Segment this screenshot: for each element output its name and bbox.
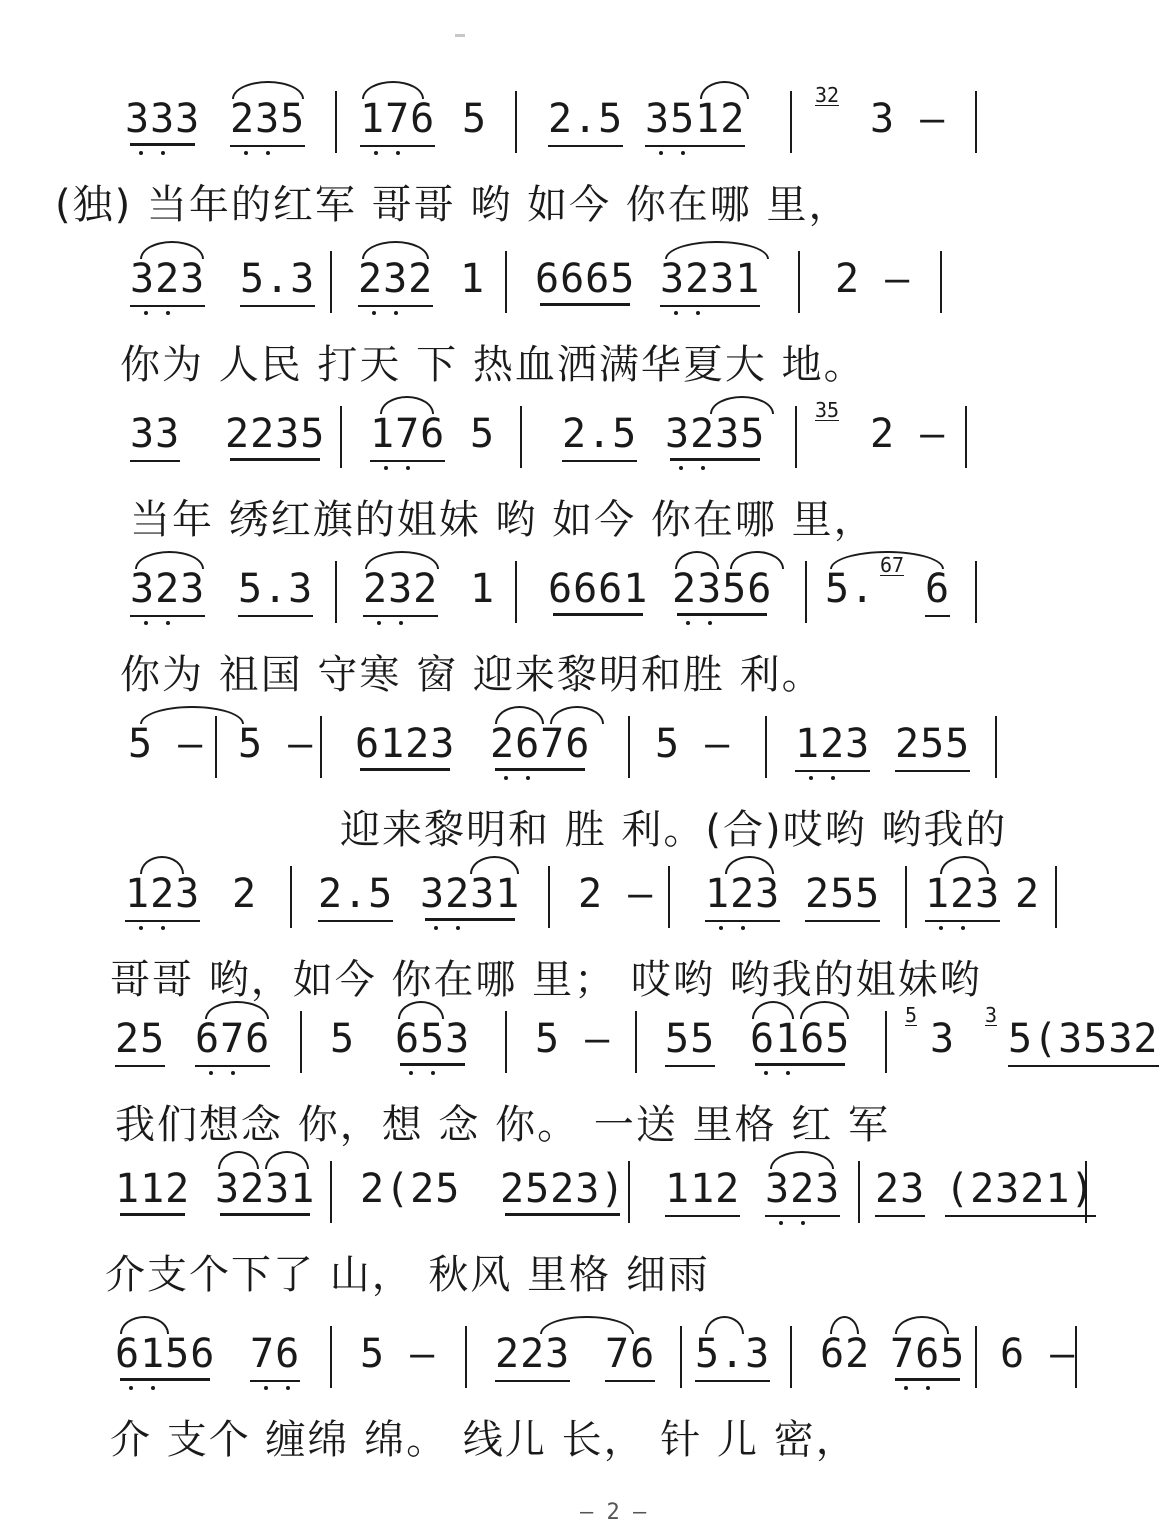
octave-dot — [144, 621, 148, 625]
slur-arc — [398, 1001, 444, 1019]
bar-line — [680, 1326, 682, 1388]
scan-speck — [455, 34, 465, 37]
octave-dot — [406, 466, 410, 470]
note-group: 765 — [890, 1331, 966, 1377]
bar-line — [975, 1326, 977, 1388]
note-group: 6165 — [750, 1016, 851, 1062]
octave-dot — [926, 1386, 930, 1390]
bar-line — [1075, 1326, 1077, 1388]
octave-dot — [939, 926, 943, 930]
octave-dot — [701, 466, 705, 470]
note-group: 5 — — [128, 721, 204, 767]
bar-line — [975, 91, 977, 153]
note-group: 112 — [665, 1165, 740, 1217]
octave-dot — [696, 311, 700, 315]
slur-arc — [800, 1001, 849, 1019]
slur-arc — [675, 551, 719, 569]
bar-line — [330, 251, 332, 313]
note-group: 2676 — [490, 721, 591, 767]
note-group: 5.3 — [238, 565, 313, 617]
note-group: 5 — [470, 411, 496, 457]
note-group: 5 — — [360, 1331, 436, 1377]
bar-line — [330, 1326, 332, 1388]
note-group: 323 — [765, 1165, 840, 1217]
grace-note-text: 35 — [815, 398, 840, 422]
bar-line — [335, 91, 337, 153]
bar-line — [795, 406, 797, 468]
note-group: 676 — [195, 1015, 270, 1067]
note-group: 323 — [130, 255, 205, 307]
slur-arc — [940, 856, 989, 874]
bar-line — [858, 1161, 860, 1223]
note-group: 653 — [395, 1016, 471, 1062]
note-group: 2 — [1015, 871, 1041, 917]
octave-dot — [679, 466, 683, 470]
slur-arc — [362, 241, 429, 259]
note-group: 6123 — [355, 721, 456, 767]
slur-arc — [265, 1151, 309, 1169]
slur-arc — [770, 1151, 834, 1169]
slur-arc — [218, 1151, 259, 1169]
bar-line — [975, 561, 977, 623]
octave-dot — [266, 151, 270, 155]
lyric-line: 你为 人民 打天 下 热血洒满华夏大 地。 — [120, 342, 866, 388]
note-group: 232 — [358, 255, 433, 307]
octave-dot — [961, 926, 965, 930]
slur-arc — [380, 396, 434, 414]
octave-dot — [831, 776, 835, 780]
slur-arc — [550, 706, 604, 724]
note-group: 25 — [115, 1015, 165, 1067]
bar-line — [790, 1326, 792, 1388]
note-group: 6 — [925, 565, 950, 617]
octave-dot — [686, 621, 690, 625]
lyric-line: 迎来黎明和 胜 利。(合)哎哟 哟我的 — [340, 807, 1008, 853]
slur-arc — [830, 1316, 859, 1334]
slur-arc — [365, 551, 439, 569]
slur-arc — [705, 1316, 744, 1334]
lyric-line: 你为 祖国 守寒 窗 迎来黎明和胜 利。 — [120, 652, 824, 698]
octave-dot — [384, 466, 388, 470]
octave-dot — [394, 311, 398, 315]
bar-line — [905, 866, 907, 928]
bar-line — [635, 1011, 637, 1073]
bar-line — [300, 1011, 302, 1073]
note-group: 123 — [925, 870, 1000, 922]
grace-note — [815, 400, 839, 421]
note-group: 3231 — [215, 1166, 316, 1212]
bar-line — [320, 716, 322, 778]
octave-dot — [719, 926, 723, 930]
bar-line — [790, 91, 792, 153]
bar-line — [1055, 866, 1057, 928]
note-group: 5 — [330, 1016, 356, 1062]
bar-line — [668, 866, 670, 928]
note-group: 123 — [705, 870, 780, 922]
slur-arc — [135, 551, 204, 569]
note-group: 323 — [130, 565, 205, 617]
octave-dot — [396, 151, 400, 155]
bar-line — [215, 716, 217, 778]
bar-line — [515, 91, 517, 153]
note-group: 5 — [462, 96, 488, 142]
octave-dot — [504, 776, 508, 780]
note-group: 232 — [363, 565, 438, 617]
grace-note — [985, 1005, 997, 1026]
octave-dot — [264, 1386, 268, 1390]
grace-note — [905, 1005, 917, 1026]
grace-note-text: 32 — [815, 83, 840, 107]
note-group: 5 — — [655, 721, 731, 767]
grace-note — [815, 85, 839, 106]
page-number: — 2 — — [580, 1500, 647, 1525]
octave-dot — [409, 1071, 413, 1075]
note-group: (2321) — [945, 1165, 1096, 1217]
lyric-line: 介 支个 缠绵 绵。 线儿 长， 针 儿 密， — [110, 1417, 858, 1463]
note-group: 1 — [460, 256, 486, 302]
bar-line — [465, 1326, 467, 1388]
note-group: 5. — [825, 566, 876, 612]
octave-dot — [166, 621, 170, 625]
note-group: 76 — [605, 1330, 655, 1382]
note-group: 2 — — [578, 871, 654, 917]
bar-line — [940, 251, 942, 313]
bar-line — [995, 716, 997, 778]
note-group: 3 — — [870, 96, 946, 142]
octave-dot — [681, 151, 685, 155]
note-group: 255 — [895, 720, 970, 772]
slur-arc — [120, 1316, 169, 1334]
note-group: 2 — [232, 871, 258, 917]
note-group: 5 — — [238, 721, 314, 767]
slur-arc — [232, 81, 304, 99]
octave-dot — [209, 1071, 213, 1075]
octave-dot — [151, 1386, 155, 1390]
slur-arc — [140, 241, 204, 259]
bar-line — [765, 716, 767, 778]
slur-arc — [730, 551, 784, 569]
octave-dot — [161, 151, 165, 155]
note-group: 55 — [665, 1015, 715, 1067]
bar-line — [505, 1011, 507, 1073]
note-group: 6661 — [548, 566, 649, 612]
note-group: 1 — [470, 566, 496, 612]
octave-dot — [659, 151, 663, 155]
note-group: 6156 — [115, 1331, 216, 1377]
bar-line — [885, 1011, 887, 1073]
note-group: 33 — [130, 410, 180, 462]
slur-arc — [140, 706, 244, 724]
octave-dot — [166, 311, 170, 315]
lyric-line: 哥哥 哟，如今 你在哪 里； 哎哟 哟我的姐妹哟 — [110, 957, 982, 1003]
slur-arc — [895, 1316, 949, 1334]
bar-line — [340, 406, 342, 468]
octave-dot — [286, 1386, 290, 1390]
octave-dot — [708, 621, 712, 625]
octave-dot — [372, 311, 376, 315]
note-group: 3231 — [420, 871, 521, 917]
bar-line — [515, 561, 517, 623]
note-group: 2235 — [225, 411, 326, 457]
note-group: 123 — [795, 720, 870, 772]
note-group: 3 — [930, 1016, 956, 1062]
bar-line — [798, 251, 800, 313]
octave-dot — [434, 926, 438, 930]
octave-dot — [399, 621, 403, 625]
note-group: 235 — [230, 95, 305, 147]
slur-arc — [495, 706, 544, 724]
octave-dot — [161, 926, 165, 930]
bar-line — [548, 866, 550, 928]
octave-dot — [456, 926, 460, 930]
bar-line — [965, 406, 967, 468]
octave-dot — [231, 1071, 235, 1075]
octave-dot — [741, 926, 745, 930]
note-group: 76 — [250, 1330, 300, 1382]
bar-line — [505, 251, 507, 313]
slur-arc — [540, 1316, 634, 1334]
note-group: 223 — [495, 1330, 570, 1382]
slur-arc — [205, 1001, 269, 1019]
bar-line — [805, 561, 807, 623]
grace-note-text: 5 — [905, 1003, 918, 1027]
slur-arc — [752, 1001, 794, 1019]
octave-dot — [431, 1071, 435, 1075]
note-group: 62 — [820, 1331, 871, 1377]
bar-line — [290, 866, 292, 928]
note-group: 333 — [125, 96, 201, 142]
bar-line — [628, 716, 630, 778]
octave-dot — [244, 151, 248, 155]
grace-note — [880, 555, 904, 576]
note-group: 112 — [115, 1166, 191, 1212]
bar-line — [520, 406, 522, 468]
slur-arc — [710, 396, 774, 414]
note-group: 255 — [805, 870, 880, 922]
lyric-line: 我们想念 你，想 念 你。 一送 里格 红 军 — [115, 1102, 891, 1148]
octave-dot — [144, 311, 148, 315]
note-group: 5.3 — [695, 1330, 770, 1382]
note-group: 6665 — [535, 256, 636, 302]
slur-arc — [470, 856, 519, 874]
note-group: 2.5 — [318, 870, 393, 922]
note-group: 123 — [125, 870, 200, 922]
note-group: 2356 — [672, 566, 773, 612]
octave-dot — [801, 1221, 805, 1225]
octave-dot — [764, 1071, 768, 1075]
lyric-line: (独) 当年的红军 哥哥 哟 如今 你在哪 里， — [55, 182, 851, 228]
lyric-line: 当年 绣红旗的姐妹 哟 如今 你在哪 里， — [130, 497, 876, 543]
grace-note-text: 67 — [880, 553, 905, 577]
slur-arc — [725, 856, 774, 874]
slur-arc — [362, 81, 424, 99]
note-group: 2 — — [835, 256, 911, 302]
slur-arc — [665, 241, 769, 259]
octave-dot — [374, 151, 378, 155]
note-group: 23 — [875, 1165, 925, 1217]
bar-line — [330, 1161, 332, 1223]
note-group: 6 — — [1000, 1331, 1076, 1377]
note-group: 176 — [360, 95, 435, 147]
note-group: 176 — [370, 410, 445, 462]
slur-arc — [140, 856, 184, 874]
octave-dot — [904, 1386, 908, 1390]
lyric-line: 介支个下了 山， 秋风 里格 细雨 — [105, 1252, 710, 1298]
octave-dot — [377, 621, 381, 625]
octave-dot — [139, 151, 143, 155]
note-group: 5.3 — [240, 255, 315, 307]
note-group: 2 — — [870, 411, 946, 457]
note-group: 5(3532 — [1008, 1015, 1159, 1067]
note-group: 2.5 — [562, 410, 637, 462]
octave-dot — [809, 776, 813, 780]
octave-dot — [526, 776, 530, 780]
bar-line — [628, 1161, 630, 1223]
note-group: 2523) — [500, 1166, 626, 1212]
bar-line — [335, 561, 337, 623]
note-group: 5 — — [535, 1016, 611, 1062]
octave-dot — [129, 1386, 133, 1390]
octave-dot — [674, 311, 678, 315]
note-group: 3231 — [660, 255, 760, 307]
note-group: 3235 — [665, 411, 766, 457]
note-group: 3512 — [645, 95, 745, 147]
octave-dot — [139, 926, 143, 930]
note-group: 2(25 — [360, 1166, 461, 1212]
note-group: 2.5 — [548, 95, 623, 147]
octave-dot — [779, 1221, 783, 1225]
bar-line — [1085, 1161, 1087, 1223]
octave-dot — [786, 1071, 790, 1075]
slur-arc — [700, 81, 749, 99]
grace-note-text: 3 — [985, 1003, 998, 1027]
